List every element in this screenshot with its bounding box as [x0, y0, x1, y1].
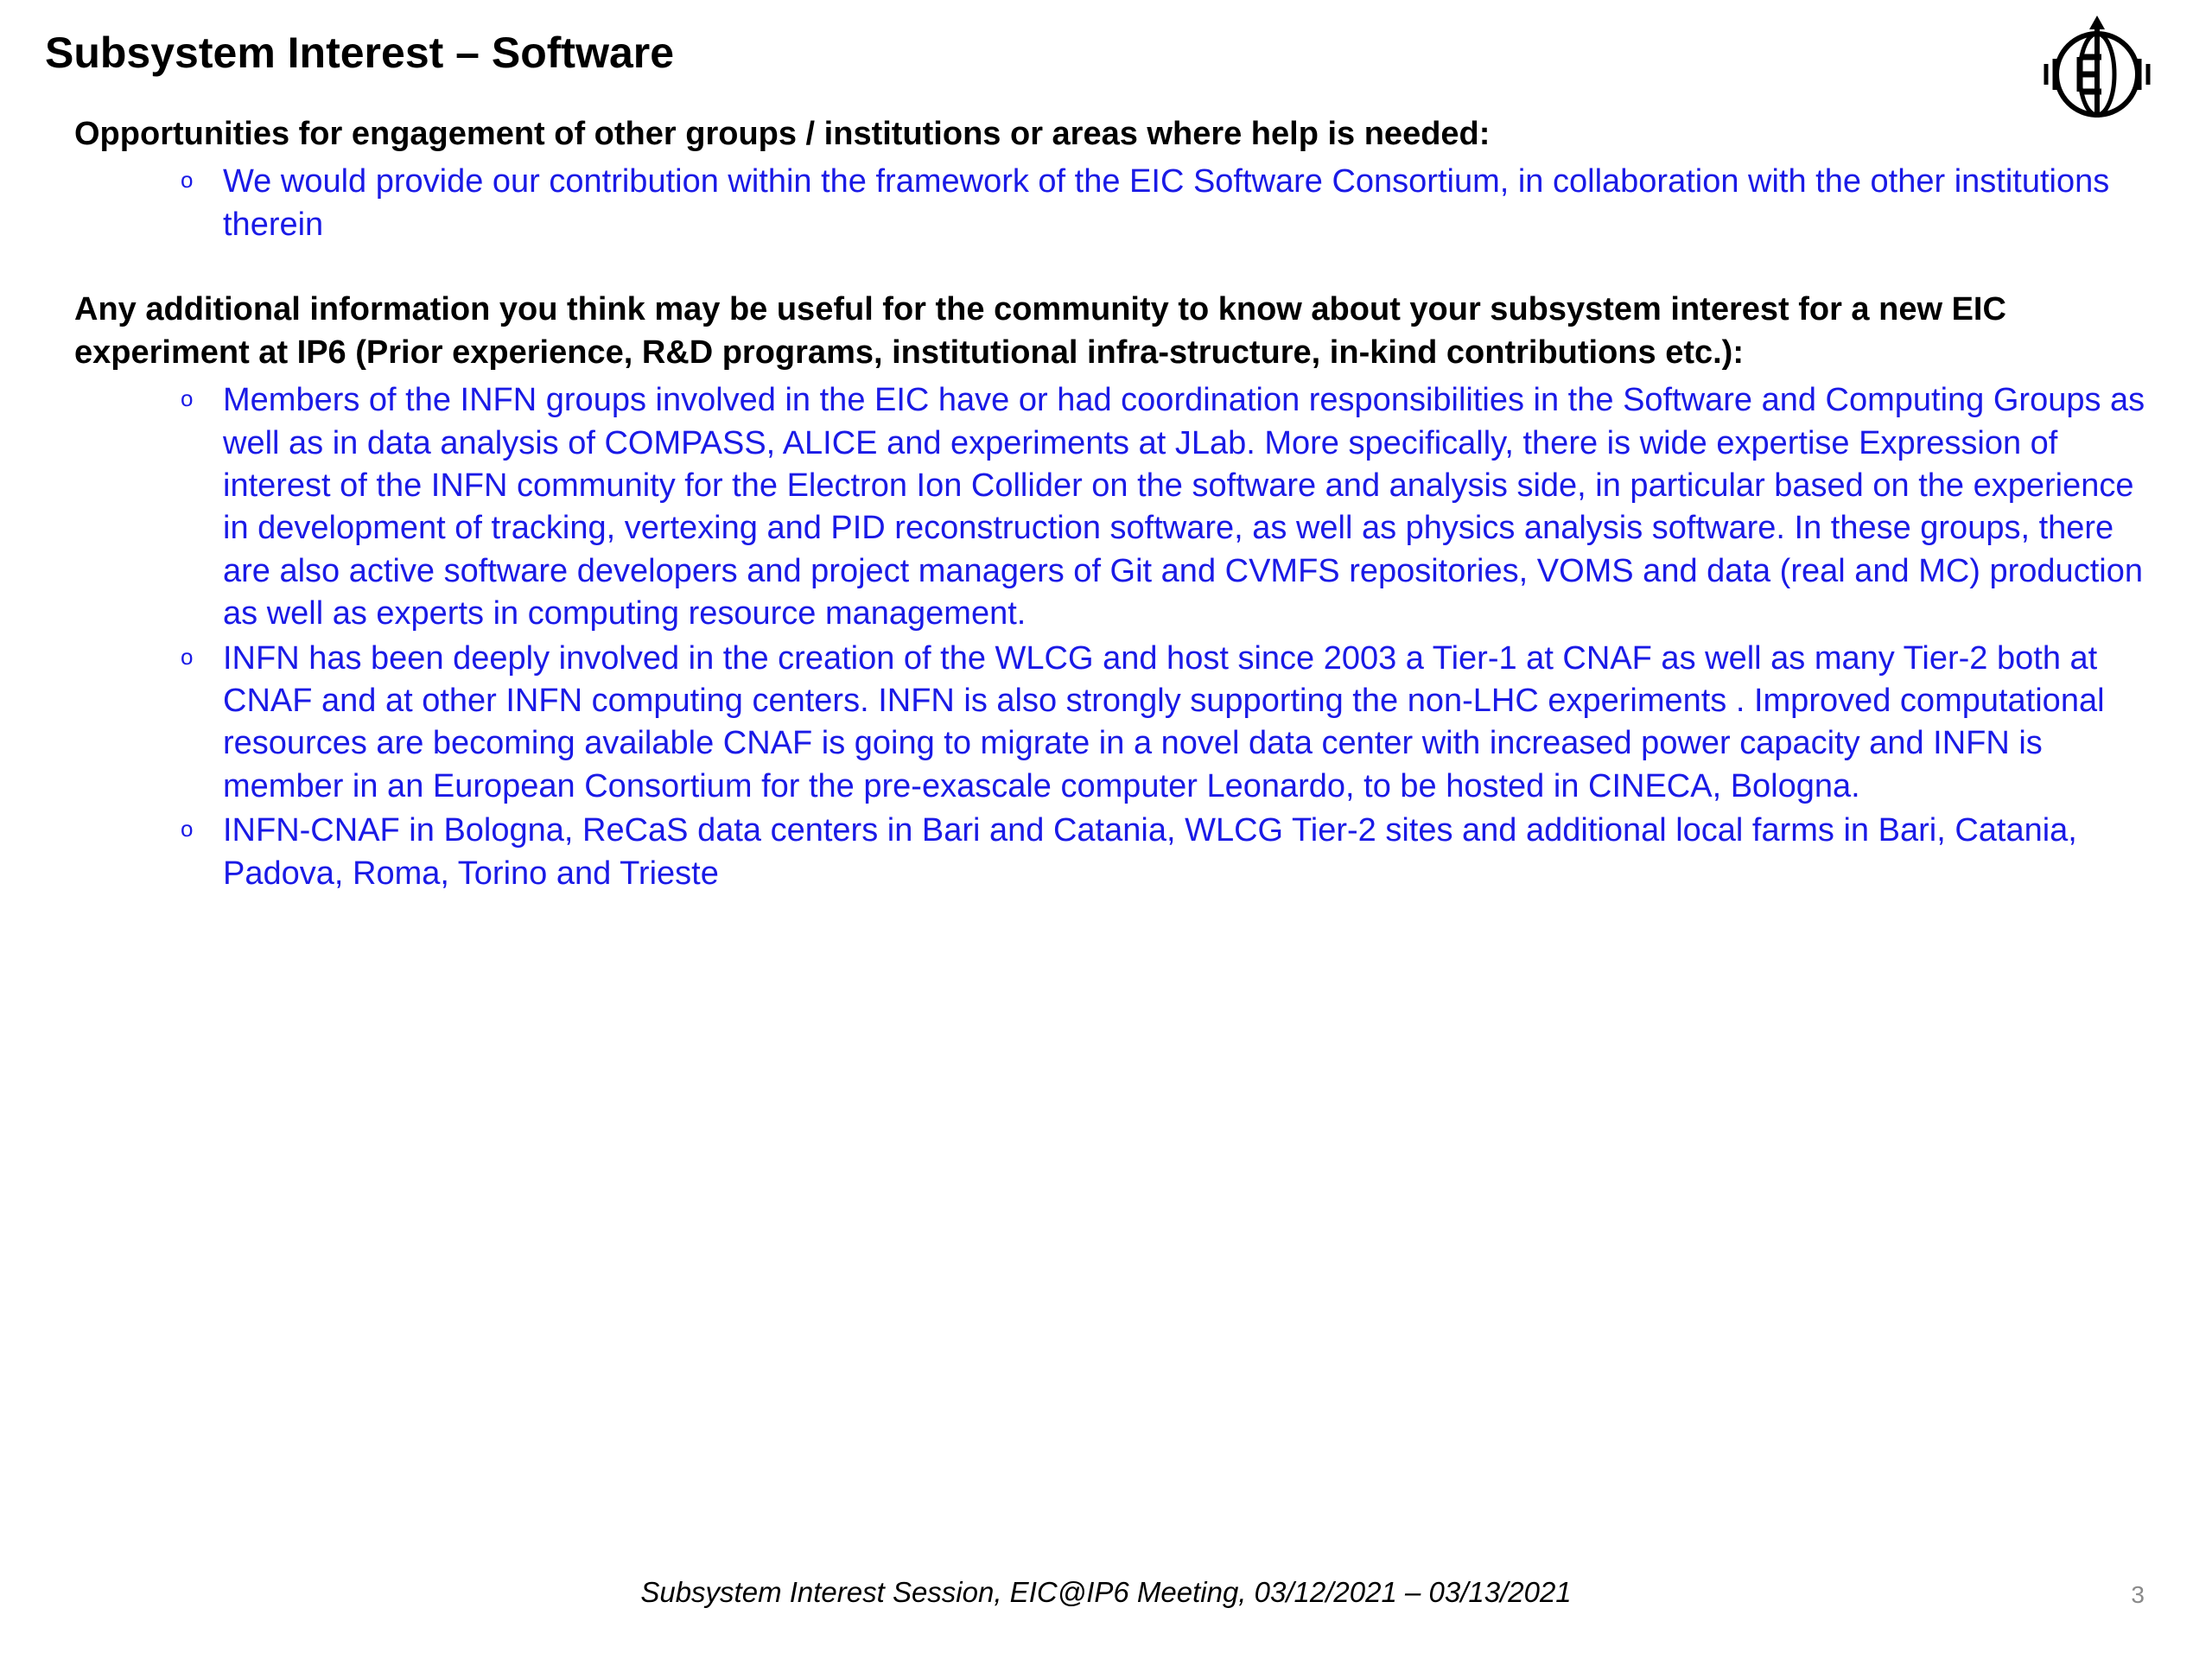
section-heading-opportunities: Opportunities for engagement of other groups / institutions or areas where help is needed:: [74, 116, 1491, 152]
bullet-marker-icon: o: [181, 643, 194, 670]
list-item: [74, 161, 2165, 246]
bullet-marker-icon: o: [181, 816, 194, 842]
bullet-marker-icon: o: [181, 167, 194, 194]
page-title: Subsystem Interest – Software: [45, 29, 675, 77]
section-heading-additional-info: Any additional information you think may be useful for the community to know about your subsystem interest for a new EIC experiment at IP6 (Prior experience, R&D programs, institutional infra-structure, in-kind contributions etc.):: [74, 290, 2006, 372]
slide-content: [74, 112, 2165, 897]
list-item: [74, 379, 2165, 635]
list-item-text: INFN-CNAF in Bologna, ReCaS data centers in Bari and Catania, WLCG Tier-2 sites and additional local farms in Bari, Catania, Padova, Roma, Torino and Trieste: [223, 812, 2077, 892]
slide-footer: Subsystem Interest Session, EIC@IP6 Meeting, 03/12/2021 – 03/13/2021: [640, 1576, 1572, 1608]
list-item: [74, 638, 2165, 809]
bullet-list-opportunities: [74, 161, 2165, 246]
list-item-text: INFN has been deeply involved in the creation of the WLCG and host since 2003 a Tier-1 at CNAF as well as many Tier-2 both at CNAF and at other INFN computing centers. INFN is also strongly supporting the non-LHC experiments . Improved computational resources are becoming available CNAF is going to migrate in a novel data center with increased power capacity and INFN is member in an European Consortium for the pre-exascale computer Leonardo, to be hosted in CINECA, Bologna.: [223, 639, 2105, 804]
bullet-list-additional-info: [74, 379, 2165, 895]
list-item-text: Members of the INFN groups involved in the EIC have or had coordination responsibilities in the Software and Computing Groups as well as in data analysis of COMPASS, ALICE and experiments at JLab. More specifically, there is wide expertise Expression of interest of the INFN community for the Electron Ion Collider on the software and analysis side, in particular based on the experience in development of tracking, vertexing and PID reconstruction software, as well as physics analysis software. In these groups, there are also active software developers and project managers of Git and CVMFS repositories, VOMS and data (real and MC) production as well as experts in computing resource management.: [223, 382, 2145, 632]
page-number: 3: [2131, 1581, 2145, 1608]
bullet-marker-icon: o: [181, 385, 194, 412]
list-item: [74, 810, 2165, 895]
list-item-text: We would provide our contribution within the framework of the EIC Software Consortium, in collaboration with the other institutions therein: [223, 163, 2110, 243]
